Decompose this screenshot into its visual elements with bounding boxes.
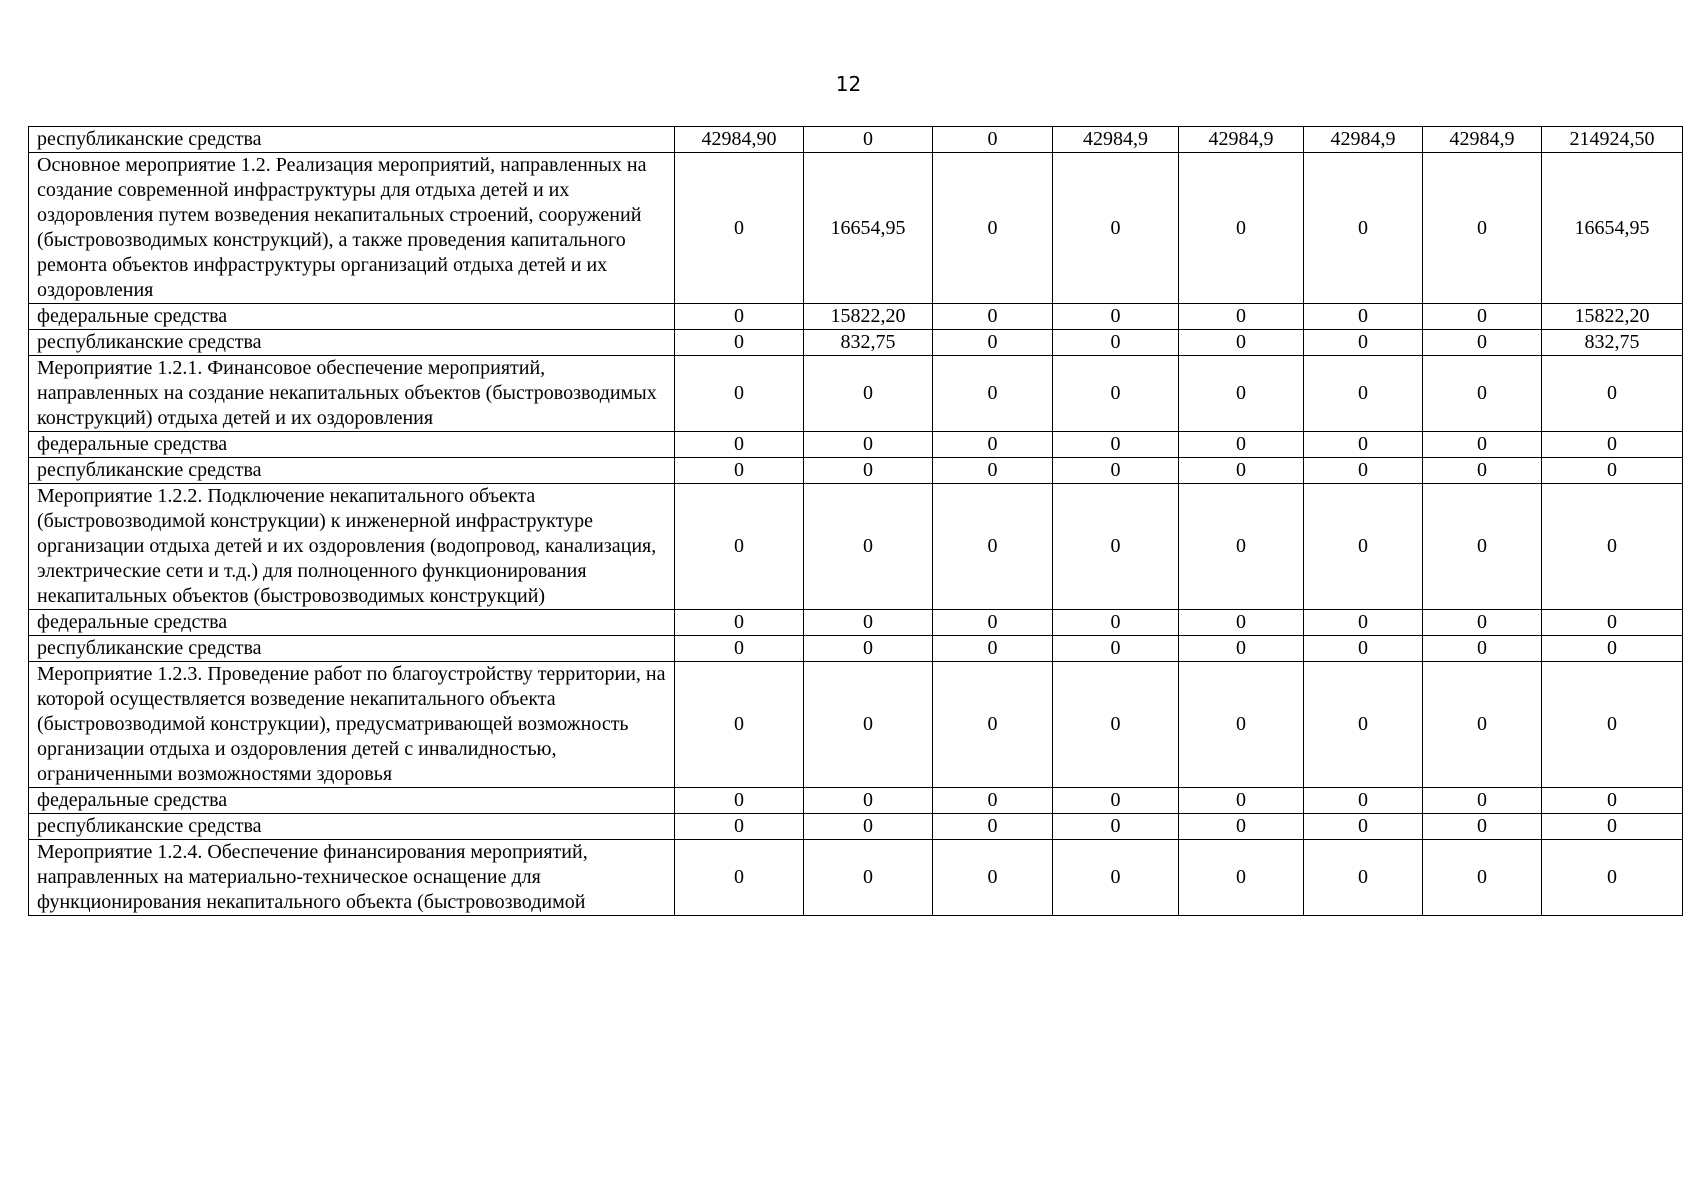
value-cell: 0	[675, 432, 804, 458]
value-cell: 15822,20	[804, 304, 933, 330]
value-cell: 214924,50	[1542, 127, 1683, 153]
value-cell: 0	[1542, 636, 1683, 662]
value-cell: 0	[1423, 788, 1542, 814]
value-cell: 15822,20	[1542, 304, 1683, 330]
table-row	[29, 127, 1683, 153]
value-cell: 0	[675, 840, 804, 916]
value-cell: 0	[1179, 814, 1304, 840]
value-cell: 42984,9	[1423, 127, 1542, 153]
value-cell: 0	[1304, 356, 1423, 432]
value-cell: 0	[1423, 432, 1542, 458]
value-cell: 0	[1053, 662, 1179, 788]
value-cell: 0	[1304, 840, 1423, 916]
value-cell: 42984,9	[1304, 127, 1423, 153]
value-cell: 0	[1423, 662, 1542, 788]
value-cell: 0	[1179, 636, 1304, 662]
value-cell: 0	[1423, 636, 1542, 662]
value-cell: 0	[1542, 814, 1683, 840]
table-row	[29, 330, 1683, 356]
row-label: Основное мероприятие 1.2. Реализация мероприятий, направленных на создание современной инфраструктуры для отдыха детей и их оздоровления путем возведения некапитальных строений, сооружений (быстровозводимых конструкций), а также проведения капитального ремонта объектов инфраструктуры организаций отдыха детей и их оздоровления	[29, 153, 675, 304]
value-cell: 0	[1179, 330, 1304, 356]
value-cell: 0	[804, 484, 933, 610]
value-cell: 0	[933, 840, 1053, 916]
table-row	[29, 814, 1683, 840]
value-cell: 0	[933, 458, 1053, 484]
value-cell: 0	[1423, 330, 1542, 356]
value-cell: 42984,90	[675, 127, 804, 153]
value-cell: 0	[1423, 814, 1542, 840]
row-label: Мероприятие 1.2.1. Финансовое обеспечение мероприятий, направленных на создание некапитальных объектов (быстровозводимых конструкций) отдыха детей и их оздоровления	[29, 356, 675, 432]
value-cell: 0	[1304, 330, 1423, 356]
value-cell: 0	[933, 636, 1053, 662]
value-cell: 0	[675, 814, 804, 840]
value-cell: 0	[1304, 304, 1423, 330]
value-cell: 0	[804, 788, 933, 814]
value-cell: 0	[1542, 662, 1683, 788]
value-cell: 0	[1053, 610, 1179, 636]
value-cell: 0	[675, 636, 804, 662]
table-row	[29, 662, 1683, 788]
value-cell: 0	[1179, 840, 1304, 916]
value-cell: 0	[1053, 636, 1179, 662]
budget-table	[28, 126, 1683, 916]
row-label: республиканские средства	[29, 814, 675, 840]
value-cell: 0	[804, 458, 933, 484]
value-cell: 0	[1542, 458, 1683, 484]
table-body	[29, 127, 1683, 916]
value-cell: 0	[804, 356, 933, 432]
value-cell: 0	[804, 636, 933, 662]
value-cell: 0	[1053, 788, 1179, 814]
value-cell: 0	[675, 788, 804, 814]
value-cell: 0	[675, 458, 804, 484]
value-cell: 0	[804, 610, 933, 636]
value-cell: 0	[1423, 484, 1542, 610]
value-cell: 0	[1542, 610, 1683, 636]
table-row	[29, 484, 1683, 610]
value-cell: 0	[933, 788, 1053, 814]
value-cell: 0	[1304, 153, 1423, 304]
row-label: федеральные средства	[29, 788, 675, 814]
value-cell: 0	[675, 304, 804, 330]
value-cell: 0	[804, 432, 933, 458]
value-cell: 0	[675, 662, 804, 788]
value-cell: 0	[1304, 662, 1423, 788]
value-cell: 832,75	[1542, 330, 1683, 356]
value-cell: 0	[1053, 330, 1179, 356]
value-cell: 0	[675, 153, 804, 304]
value-cell: 0	[1423, 458, 1542, 484]
value-cell: 0	[1304, 610, 1423, 636]
value-cell: 0	[1423, 304, 1542, 330]
value-cell: 0	[1542, 356, 1683, 432]
value-cell: 0	[1179, 153, 1304, 304]
value-cell: 16654,95	[804, 153, 933, 304]
value-cell: 0	[1423, 153, 1542, 304]
value-cell: 16654,95	[1542, 153, 1683, 304]
table-row	[29, 840, 1683, 916]
value-cell: 42984,9	[1179, 127, 1304, 153]
value-cell: 0	[1542, 840, 1683, 916]
value-cell: 0	[804, 127, 933, 153]
value-cell: 0	[1304, 814, 1423, 840]
value-cell: 832,75	[804, 330, 933, 356]
value-cell: 0	[1304, 636, 1423, 662]
value-cell: 0	[675, 330, 804, 356]
value-cell: 0	[933, 330, 1053, 356]
table-row	[29, 788, 1683, 814]
value-cell: 0	[1053, 458, 1179, 484]
value-cell: 0	[1179, 610, 1304, 636]
table-row	[29, 458, 1683, 484]
row-label: Мероприятие 1.2.3. Проведение работ по благоустройству территории, на которой осуществляется возведение некапитального объекта (быстровозводимой конструкции), предусматривающей возможность организации отдыха и оздоровления детей с инвалидностью, ограниченными возможностями здоровья	[29, 662, 675, 788]
value-cell: 0	[1179, 432, 1304, 458]
value-cell: 0	[1053, 153, 1179, 304]
value-cell: 0	[1179, 662, 1304, 788]
row-label: республиканские средства	[29, 330, 675, 356]
row-label: республиканские средства	[29, 458, 675, 484]
value-cell: 0	[1179, 304, 1304, 330]
value-cell: 0	[804, 840, 933, 916]
row-label: Мероприятие 1.2.2. Подключение некапитального объекта (быстровозводимой конструкции) к инженерной инфраструктуре организации отдыха детей и их оздоровления (водопровод, канализация, электрические сети и т.д.) для полноценного функционирования некапитальных объектов (быстровозводимых конструкций)	[29, 484, 675, 610]
table-row	[29, 153, 1683, 304]
value-cell: 0	[1179, 356, 1304, 432]
value-cell: 0	[933, 610, 1053, 636]
table-row	[29, 304, 1683, 330]
value-cell: 0	[1053, 304, 1179, 330]
value-cell: 0	[1304, 458, 1423, 484]
value-cell: 0	[933, 127, 1053, 153]
value-cell: 0	[1053, 356, 1179, 432]
value-cell: 0	[1053, 484, 1179, 610]
value-cell: 0	[933, 662, 1053, 788]
value-cell: 0	[933, 153, 1053, 304]
table-row	[29, 610, 1683, 636]
value-cell: 0	[1542, 484, 1683, 610]
value-cell: 0	[933, 432, 1053, 458]
value-cell: 0	[675, 484, 804, 610]
value-cell: 0	[804, 662, 933, 788]
row-label: федеральные средства	[29, 610, 675, 636]
row-label: республиканские средства	[29, 636, 675, 662]
value-cell: 0	[1304, 484, 1423, 610]
value-cell: 0	[1423, 610, 1542, 636]
table-row	[29, 356, 1683, 432]
value-cell: 0	[1053, 840, 1179, 916]
value-cell: 0	[933, 304, 1053, 330]
value-cell: 0	[1179, 484, 1304, 610]
value-cell: 42984,9	[1053, 127, 1179, 153]
value-cell: 0	[1304, 432, 1423, 458]
value-cell: 0	[1053, 814, 1179, 840]
row-label: федеральные средства	[29, 304, 675, 330]
row-label: республиканские средства	[29, 127, 675, 153]
value-cell: 0	[933, 484, 1053, 610]
value-cell: 0	[933, 356, 1053, 432]
value-cell: 0	[1179, 788, 1304, 814]
row-label: федеральные средства	[29, 432, 675, 458]
value-cell: 0	[1423, 840, 1542, 916]
table-row	[29, 432, 1683, 458]
value-cell: 0	[1179, 458, 1304, 484]
value-cell: 0	[1053, 432, 1179, 458]
value-cell: 0	[675, 610, 804, 636]
row-label: Мероприятие 1.2.4. Обеспечение финансирования мероприятий, направленных на материально-техническое оснащение для функционирования некапитального объекта (быстровозводимой	[29, 840, 675, 916]
value-cell: 0	[675, 356, 804, 432]
value-cell: 0	[804, 814, 933, 840]
value-cell: 0	[933, 814, 1053, 840]
value-cell: 0	[1542, 788, 1683, 814]
value-cell: 0	[1304, 788, 1423, 814]
value-cell: 0	[1423, 356, 1542, 432]
value-cell: 0	[1542, 432, 1683, 458]
table-row	[29, 636, 1683, 662]
page-number: 12	[835, 72, 862, 96]
